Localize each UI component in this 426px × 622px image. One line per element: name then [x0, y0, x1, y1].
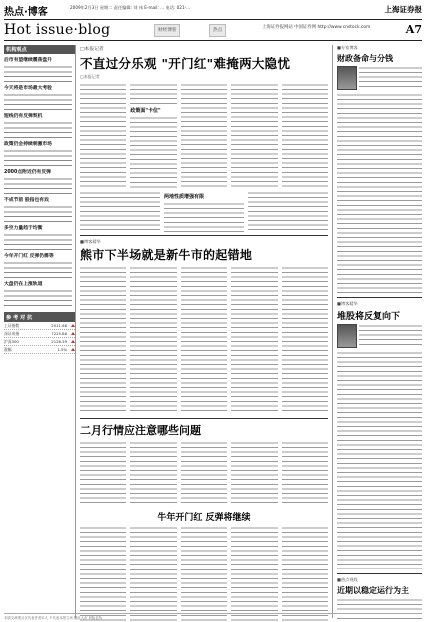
text-column: [130, 441, 176, 507]
stocks-header: [337, 324, 422, 348]
stock-row: [4, 346, 75, 354]
stock-row: [4, 338, 75, 346]
section-title: Hot issue·blog: [4, 22, 111, 38]
text-column: [231, 266, 277, 414]
text-column: [181, 441, 227, 507]
text-column: [282, 83, 328, 189]
stock-value: 2011.68: [51, 323, 67, 328]
sidebar-item-text: [4, 149, 72, 166]
sidebar-item-title: 短线仍有反弹契机: [4, 114, 43, 119]
lead-body: [80, 83, 328, 189]
right-title-stocks: 堆股将反复向下: [337, 312, 401, 322]
stock-value: 1.5%: [57, 347, 67, 352]
newspaper-name: 上海证券报: [384, 5, 422, 14]
sidebar-item-title: 政策仍会持续刺激市场: [4, 142, 52, 147]
stock-value: 7225.86: [51, 331, 67, 336]
sidebar-item-title: 大盘仍在上涨轨道: [4, 282, 43, 287]
text-column: [282, 441, 328, 507]
stock-name: 上证指数: [4, 322, 20, 328]
sidebar-item: [4, 114, 75, 138]
text-column: [231, 441, 277, 507]
right-tag: ■博客精华: [337, 301, 358, 306]
stock-name: 深证成指: [4, 330, 20, 336]
main-articles: [80, 45, 328, 618]
divider: [337, 297, 422, 298]
text-column: [130, 526, 176, 622]
text-column: [181, 266, 227, 414]
bull-year-body: [80, 526, 328, 622]
sidebar-item: [4, 170, 75, 194]
author-photo: [337, 324, 357, 348]
sidebar-item: [4, 142, 75, 166]
section-brand: 热点·博客: [4, 7, 48, 18]
issue-meta: 2009年2月3日 星期二 责任编辑: 刘 伟 E-mail: ... 电话: 021-...: [70, 5, 191, 10]
fiscal-header: [337, 66, 422, 90]
text-column: [181, 526, 227, 622]
stock-heading: 参 考 对 抗: [4, 313, 75, 322]
sidebar-item-text: [4, 233, 72, 250]
sidebar-item-text: [4, 205, 72, 222]
sidebar-item: [4, 86, 75, 110]
stocks-body: [337, 351, 422, 569]
sidebar-item: [4, 198, 75, 222]
text-column: [80, 441, 126, 507]
sidebar-item: [4, 226, 75, 250]
headline-bull-year: 牛年开门红 反弹将继续: [157, 513, 251, 523]
text-column: [282, 266, 328, 414]
stock-row: [4, 322, 75, 330]
sidebar-item-title: 2000点附近仍有反弹: [4, 170, 51, 175]
text-column: [231, 83, 277, 189]
right-tag: ■热点视线: [337, 577, 358, 582]
sidebar-item-text: [4, 65, 72, 82]
sidebar-item: [4, 282, 75, 306]
sidebar-item-text: [4, 93, 72, 110]
header-chip-hot: 热点: [209, 24, 226, 37]
sidebar-item-title: 后市有望继续震荡盘升: [4, 58, 52, 63]
right-tag: ■专家博客: [337, 45, 358, 50]
author-photo: [337, 66, 357, 90]
section-tag: ■博客精华: [80, 239, 101, 244]
sidebar-item-text: [4, 289, 72, 306]
february-body: [80, 441, 328, 507]
text-column: [231, 526, 277, 622]
top-line: [4, 3, 422, 17]
sidebar-item-text: [4, 121, 72, 138]
author-intro: [359, 66, 422, 90]
text-column: [164, 191, 244, 231]
text-column: [80, 191, 160, 231]
promo-line: 上海证券报网站 中国证券网 http://www.cnstock.com: [262, 25, 371, 30]
right-column: [332, 45, 422, 618]
sidebar-item-text: [4, 261, 72, 278]
sidebar-item-title: 今天将是市场最大考验: [4, 86, 52, 91]
lead-kicker: □本报记者: [80, 47, 104, 52]
author-intro: [359, 324, 422, 348]
divider: [80, 235, 328, 236]
right-title-fiscal: 财政备命与分钱: [337, 53, 393, 63]
stock-name: 涨幅: [4, 346, 12, 352]
divider: [80, 418, 328, 419]
text-column: [80, 526, 126, 622]
sidebar-item: [4, 254, 75, 278]
sidebar-item: [4, 58, 75, 82]
text-column: [282, 526, 328, 622]
header-chip-blog: 财经博客: [154, 24, 180, 37]
lead-headline: 不直过分乐观 "开门红"难掩两大隐忧: [80, 56, 291, 71]
headline-bear-market: 熊市下半场就是新牛市的起错地: [80, 248, 253, 262]
right-title-stable: 近期以稳定运行为主: [337, 585, 409, 595]
page-number: A7: [405, 23, 422, 36]
arrow-up-icon: [71, 340, 75, 343]
sidebar-heading: 机构观点: [4, 45, 75, 54]
stock-value: 2128.59: [51, 339, 67, 344]
lead-subhead-2: 两地性质增强有限: [164, 194, 205, 200]
divider: [337, 573, 422, 574]
sidebar-item-title: 今年开门红 反弹仍需等: [4, 254, 54, 259]
lead-subhead: 政策面"卡位": [130, 108, 161, 114]
sidebar-item-title: 多空力量趋于均衡: [4, 226, 43, 231]
text-column: [248, 191, 328, 231]
stock-name: 沪深300: [4, 338, 19, 344]
lead-byline: □本报记者: [80, 74, 100, 79]
page-footer: 本版文章观点仅代表作者本人 不代表本报立场 据此入市 风险自负: [4, 613, 422, 620]
text-column: [181, 83, 227, 189]
lead-body-2: [80, 191, 328, 231]
text-column: [80, 83, 126, 189]
sidebar: [4, 45, 76, 618]
arrow-up-icon: [71, 348, 75, 351]
fiscal-body: [337, 93, 422, 293]
text-column: [130, 266, 176, 414]
sidebar-item-text: [4, 177, 72, 194]
headline-february: 二月行情应注意哪些问题: [80, 424, 201, 437]
bear-market-body: [80, 266, 328, 414]
arrow-up-icon: [71, 332, 75, 335]
text-column: [80, 266, 126, 414]
arrow-up-icon: [71, 324, 75, 327]
stock-box: [4, 312, 75, 354]
masthead: [4, 19, 422, 41]
sidebar-item-title: 不成节前 股指也有戏: [4, 198, 49, 203]
stock-row: [4, 330, 75, 338]
text-column: [130, 83, 176, 189]
